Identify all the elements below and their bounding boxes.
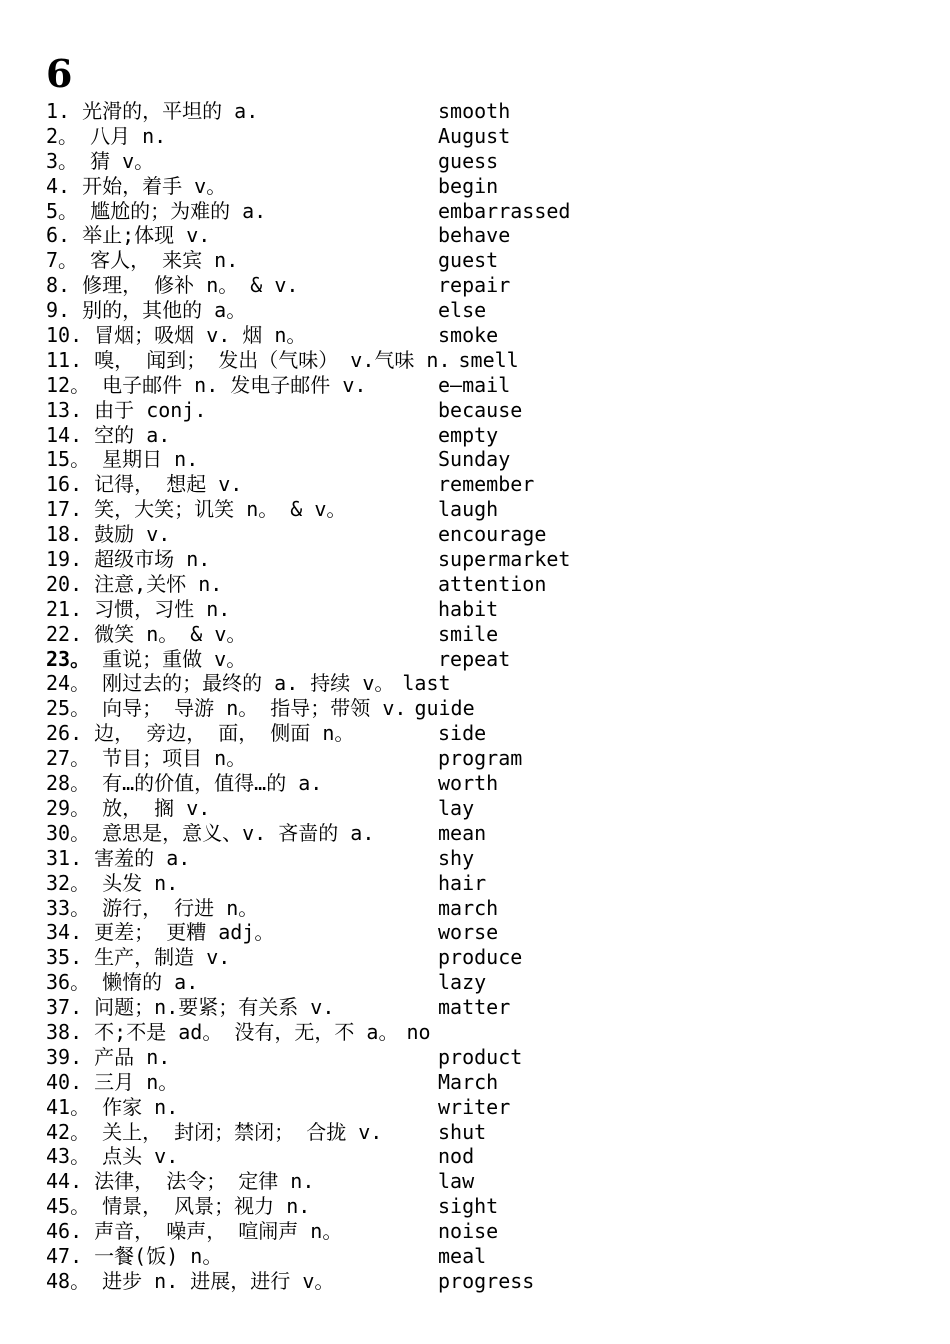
english-word: progress [438,1268,535,1293]
vocab-row [46,1070,926,1095]
english-word: sight [438,1194,499,1219]
item-number: 48。 [46,1268,91,1293]
definition-text: 空的 a. [94,422,171,447]
vocab-row [46,447,926,472]
definition-text: 客人， 来宾 n. [90,248,239,273]
vocab-row [46,124,926,149]
definition-text: 举止;体现 v. [82,223,211,248]
chinese-definition [46,1219,342,1244]
definition-text: 光滑的，平坦的 a. [82,99,259,123]
english-word: worth [438,771,499,796]
english-word: attention [438,571,547,596]
vocab-row [46,1020,926,1045]
definition-text: 作家 n. [102,1094,179,1119]
item-number: 35. [46,945,83,970]
item-number: 12。 [46,372,91,397]
definition-text: 进步 n. 进展，进行 v。 [102,1268,335,1293]
item-number: 39. [46,1044,83,1069]
english-word: meal [438,1243,487,1268]
chinese-definition [46,124,166,149]
vocab-row [46,597,926,622]
english-word: side [438,721,487,746]
chinese-definition [46,447,198,472]
item-number: 32。 [46,870,91,895]
vocab-row [46,373,926,398]
vocab-row [46,1144,926,1169]
chinese-definition [46,721,354,746]
definition-text: 意思是，意义、v. 吝啬的 a. [102,820,375,845]
item-number: 33。 [46,895,91,920]
english-word: else [438,298,487,323]
vocab-row [46,1169,926,1194]
english-word: no [406,1019,431,1044]
chinese-definition [46,199,266,224]
item-number: 38. [46,1019,83,1044]
vocab-row [46,273,926,298]
vocab-row [46,1194,926,1219]
item-number: 44. [46,1169,83,1194]
item-number: 5。 [46,198,79,223]
vocab-row [46,497,926,522]
english-word: laugh [438,497,499,522]
vocab-row [46,522,926,547]
chinese-definition [46,696,475,721]
definition-text: 生产，制造 v. [94,945,231,970]
definition-text: 法律， 法令； 定律 n. [94,1169,315,1194]
definition-text: 害羞的 a. [94,845,191,870]
english-word: smell [458,347,519,372]
definition-text: 刚过去的；最终的 a. 持续 v。 [102,671,395,696]
english-word: because [438,397,523,422]
definition-text: 八月 n. [90,123,167,148]
definition-text: 有…的价值，值得…的 a. [102,771,323,796]
english-word: writer [438,1094,511,1119]
chinese-definition [46,1169,314,1194]
chinese-definition [46,348,519,373]
item-number: 4. [46,173,71,198]
vocab-row [46,945,926,970]
chinese-definition [46,970,198,995]
english-word: lay [438,795,475,820]
english-word: March [438,1069,499,1094]
english-word: e—mail [438,372,511,397]
item-number: 29。 [46,795,91,820]
vocab-row [46,1269,926,1294]
chinese-definition [46,99,258,124]
chinese-definition [46,323,306,348]
definition-text: 鼓励 v. [94,522,171,547]
vocab-row [46,970,926,995]
chinese-definition [46,945,230,970]
english-word: march [438,895,499,920]
item-number: 3。 [46,148,79,173]
definition-text: 三月 n。 [94,1069,179,1094]
definition-text: 微笑 n。 & v。 [94,621,247,646]
chinese-definition [46,796,210,821]
english-word: empty [438,422,499,447]
item-number: 1. [46,99,71,123]
vocab-row [46,398,926,423]
definition-text: 向导； 导游 n。 指导；带领 v. [102,696,407,721]
definition-text: 产品 n. [94,1044,171,1069]
definition-text: 点头 v. [102,1144,179,1169]
definition-text: 声音， 噪声， 喧闹声 n。 [94,1219,343,1244]
item-number: 8. [46,273,71,298]
chinese-definition [46,522,170,547]
definition-text: 节目；项目 n。 [102,746,247,771]
english-word: law [438,1169,475,1194]
definition-text: 一餐(饭) n。 [94,1243,223,1268]
english-word: guest [438,248,499,273]
chinese-definition [46,597,230,622]
definition-text: 记得， 想起 v. [94,472,243,497]
vocab-row [46,472,926,497]
definition-text: 问题；n.要紧；有关系 v. [94,995,335,1020]
vocab-row [46,1045,926,1070]
chinese-definition [46,995,334,1020]
chinese-definition [46,1144,178,1169]
item-number: 37. [46,995,83,1020]
chinese-definition [46,771,322,796]
vocab-row [46,1219,926,1244]
definition-text: 重说；重做 v。 [102,646,247,671]
english-word: smile [438,621,499,646]
vocab-row [46,149,926,174]
english-word: repeat [438,646,511,671]
chinese-definition [46,1020,431,1045]
item-number: 36。 [46,970,91,995]
chinese-definition [46,846,190,871]
vocab-row [46,174,926,199]
chinese-definition [46,920,274,945]
item-number: 45。 [46,1194,91,1219]
item-number: 2。 [46,123,79,148]
section-heading: 6 [46,51,73,96]
english-word: shut [438,1119,487,1144]
definition-text: 边， 旁边， 面， 侧面 n。 [94,721,355,746]
english-word: product [438,1044,523,1069]
chinese-definition [46,373,366,398]
item-number: 26. [46,721,83,746]
item-number: 40. [46,1069,83,1094]
chinese-definition [46,223,210,248]
item-number: 6. [46,223,71,248]
item-number: 7。 [46,248,79,273]
vocab-row [46,423,926,448]
chinese-definition [46,472,242,497]
definition-text: 放， 搁 v. [102,795,211,820]
definition-text: 猜 v。 [90,148,155,173]
item-number: 17. [46,497,83,522]
vocab-row [46,1244,926,1269]
item-number: 14. [46,422,83,447]
vocab-row [46,223,926,248]
vocabulary-list [46,99,926,1294]
definition-text: 修理， 修补 n。 & v. [82,273,299,298]
chinese-definition [46,671,451,696]
definition-text: 头发 n. [102,870,179,895]
english-word: lazy [438,970,487,995]
chinese-definition [46,746,246,771]
item-number: 9. [46,298,71,323]
chinese-definition [46,174,226,199]
chinese-definition [46,149,154,174]
definition-text: 关上， 封闭；禁闭； 合拢 v. [102,1119,383,1144]
english-word: produce [438,945,523,970]
english-word: embarrassed [438,198,571,223]
vocab-row [46,846,926,871]
chinese-definition [46,1244,222,1269]
english-word: hair [438,870,487,895]
english-word: behave [438,223,511,248]
chinese-definition [46,1045,170,1070]
vocab-row [46,298,926,323]
item-number: 16. [46,472,83,497]
vocab-row [46,796,926,821]
chinese-definition [46,572,222,597]
item-number: 11. [46,347,83,372]
definition-text: 嗅， 闻到； 发出（气味） v.气味 n. [94,347,451,372]
vocab-row [46,995,926,1020]
english-word: smoke [438,323,499,348]
item-number: 46. [46,1219,83,1244]
definition-text: 开始，着手 v。 [82,173,227,198]
item-number: 18. [46,522,83,547]
chinese-definition [46,821,374,846]
item-number: 28。 [46,771,91,796]
item-number: 34. [46,920,83,945]
item-number: 10. [46,323,83,348]
vocab-row [46,323,926,348]
item-number: 13. [46,397,83,422]
chinese-definition [46,423,170,448]
english-word: remember [438,472,535,497]
definition-text: 星期日 n. [102,447,199,472]
vocab-row [46,572,926,597]
definition-text: 冒烟；吸烟 v. 烟 n。 [94,323,307,348]
chinese-definition [46,248,238,273]
vocab-row [46,1120,926,1145]
vocab-row [46,647,926,672]
vocab-row [46,696,926,721]
english-word: noise [438,1219,499,1244]
vocab-row [46,721,926,746]
chinese-definition [46,1070,178,1095]
vocab-row [46,671,926,696]
chinese-definition [46,1095,178,1120]
vocab-row [46,348,926,373]
english-word: August [438,123,511,148]
item-number: 15。 [46,447,91,472]
definition-text: 由于 conj. [94,397,207,422]
chinese-definition [46,497,346,522]
vocab-row [46,896,926,921]
vocab-row [46,547,926,572]
english-word: program [438,746,523,771]
item-number: 27。 [46,746,91,771]
item-number: 23。 [46,646,91,671]
chinese-definition [46,398,206,423]
definition-text: 不;不是 ad。 没有，无，不 a。 [94,1019,399,1044]
english-word: last [402,671,451,696]
item-number: 42。 [46,1119,91,1144]
definition-text: 超级市场 n. [94,547,211,572]
item-number: 41。 [46,1094,91,1119]
vocab-row [46,199,926,224]
vocab-row [46,746,926,771]
chinese-definition [46,273,298,298]
definition-text: 别的，其他的 a。 [82,298,247,323]
chinese-definition [46,1269,334,1294]
chinese-definition [46,896,258,921]
chinese-definition [46,1120,382,1145]
vocab-row [46,920,926,945]
item-number: 30。 [46,820,91,845]
definition-text: 尴尬的；为难的 a. [90,198,267,223]
definition-text: 笑，大笑；讥笑 n。 & v。 [94,497,347,522]
item-number: 22. [46,621,83,646]
item-number: 21. [46,596,83,621]
vocab-row [46,871,926,896]
english-word: repair [438,273,511,298]
english-word: guide [414,696,475,721]
item-number: 19. [46,547,83,572]
english-word: shy [438,845,475,870]
definition-text: 情景， 风景；视力 n. [102,1194,311,1219]
vocab-row [46,821,926,846]
english-word: habit [438,596,499,621]
chinese-definition [46,547,210,572]
chinese-definition [46,1194,310,1219]
item-number: 25。 [46,696,91,721]
chinese-definition [46,647,246,672]
vocab-row [46,622,926,647]
vocab-row [46,99,926,124]
vocab-row [46,1095,926,1120]
item-number: 24。 [46,671,91,696]
vocab-row [46,771,926,796]
english-word: Sunday [438,447,511,472]
definition-text: 电子邮件 n. 发电子邮件 v. [102,372,367,397]
definition-text: 懒惰的 a. [102,970,199,995]
english-word: encourage [438,522,547,547]
english-word: smooth [438,99,511,123]
english-word: mean [438,820,487,845]
chinese-definition [46,871,178,896]
english-word: supermarket [438,547,571,572]
item-number: 20. [46,571,83,596]
english-word: worse [438,920,499,945]
english-word: begin [438,173,499,198]
english-word: nod [438,1144,475,1169]
chinese-definition [46,298,246,323]
chinese-definition [46,622,246,647]
item-number: 31. [46,845,83,870]
definition-text: 习惯，习性 n. [94,596,231,621]
item-number: 43。 [46,1144,91,1169]
definition-text: 游行， 行进 n。 [102,895,259,920]
item-number: 47. [46,1243,83,1268]
definition-text: 注意,关怀 n. [94,571,223,596]
english-word: guess [438,148,499,173]
definition-text: 更差； 更糟 adj。 [94,920,275,945]
vocab-row [46,248,926,273]
english-word: matter [438,995,511,1020]
